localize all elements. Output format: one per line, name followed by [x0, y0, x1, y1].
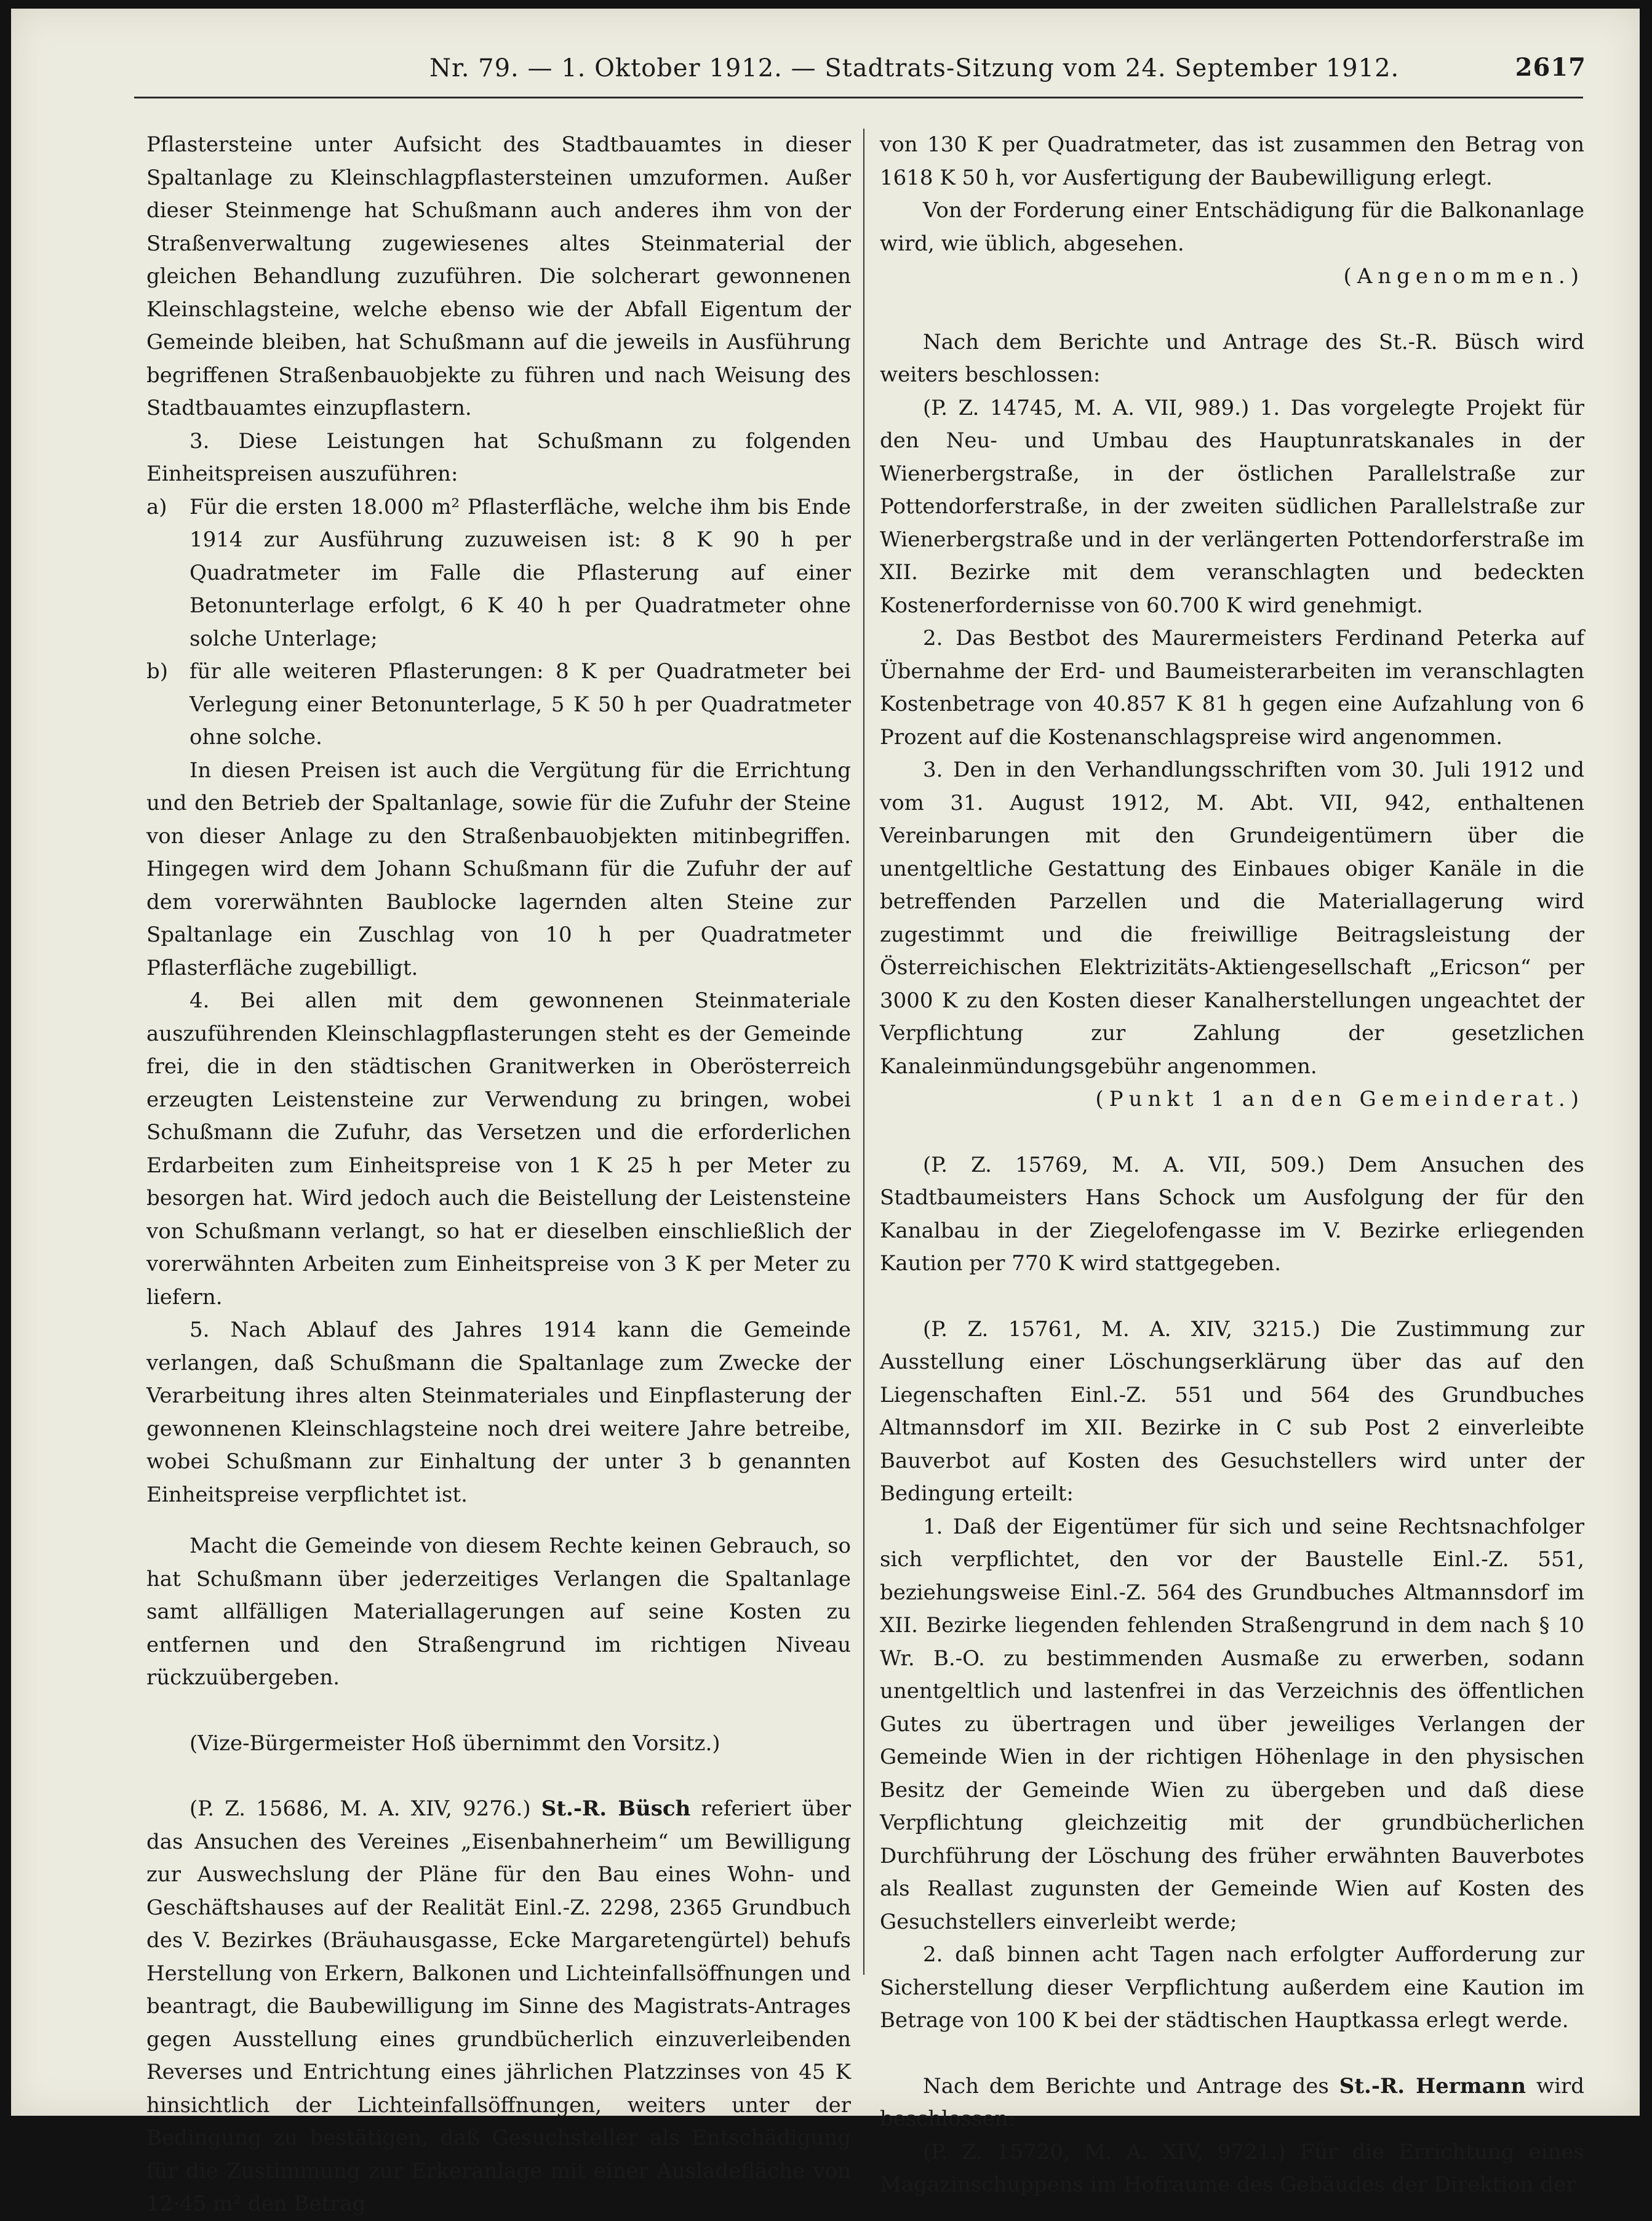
status-note: (Punkt 1 an den Gemeinderat.) — [1095, 1087, 1584, 1111]
paragraph: 1. Daß der Eigentümer für sich und seine Rechtsnachfolger sich verpflichtet, den vor der Baustelle Einl.-Z. 551, beziehungsweise Einl.-Z. 564 des Grundbuches Altmannsdorf im XII. Bezirke liegenden fehlenden Straßengrund in dem nach § 10 Wr. B.-O. zu bestimmenden Ausmaße zu erwerben, sodann unentgeltlich und lastenfrei in das Verzeichnis des öffentlichen Gutes zu übertragen und über jeweiliges Verlangen der Gemeinde Wien in der richtigen Höhenlage in den physischen Besitz der Gemeinde Wien zu übergeben und daß diese Verpflichtung gleichzeitig mit der grundbücherlichen Durchführung der Löschung des früher erwähnten Bauverbotes als Reallast zugunsten der Gemeinde Wien auf Kosten des Gesuchstellers einverleibt werde; — [880, 1514, 1584, 1934]
list-label: b) — [146, 659, 169, 684]
paragraph: (P. Z. 14745, M. A. VII, 989.) 1. Das vorgelegte Projekt für den Neu- und Umbau des Hauptunratskanales in der Wienerbergstraße, in der östlichen Parallelstraße zur Pottendorferstraße, in der zweiten südlichen Parallelstraße zur Wienerbergstraße und in der verlängerten Pottendorferstraße im XII. Bezirke mit dem veranschlagten und bedeckten Kostenerfordernisse von 60.700 K wird genehmigt. — [880, 395, 1584, 618]
list-item — [146, 491, 851, 656]
header-rule — [134, 97, 1583, 98]
paragraph: Von der Forderung einer Entschädigung für die Balkonanlage wird, wie üblich, abgesehen. — [880, 198, 1584, 256]
right-column — [880, 129, 1584, 2202]
paragraph: (P. Z. 15761, M. A. XIV, 3215.) Die Zustimmung zur Ausstellung einer Löschungserklärung über das auf den Liegenschaften Einl.-Z. 551 und 564 des Grundbuches Altmannsdorf im XII. Bezirke in C sub Post 2 einverleibte Bauverbot auf Kosten des Gesuchstellers wird unter der Bedingung erteilt: — [880, 1316, 1584, 1506]
speaker-name: St.-R. Büsch — [541, 1796, 691, 1821]
paragraph-text: wird beschlossen: — [880, 2073, 1584, 2131]
paragraph: Nach dem Berichte und Antrage des St.-R. Büsch wird weiters beschlossen: — [880, 329, 1584, 387]
list-item — [146, 655, 851, 754]
paragraph: 2. Das Bestbot des Maurermeisters Ferdinand Peterka auf Übernahme der Erd- und Baumeisterarbeiten im veranschlagten Kostenbetrage von 40.857 K 81 h gegen eine Aufzahlung von 6 Prozent auf die Kostenanschlagspreise wird angenommen. — [880, 626, 1584, 750]
page-header — [97, 46, 1586, 95]
paragraph — [880, 2070, 1584, 2136]
list-text: Für die ersten 18.000 m² Pflasterfläche, welche ihm bis Ende 1914 zur Ausführung zuzuweisen ist: 8 K 90 h per Quadratmeter im Falle die Pflasterung auf einer Betonunterlage erfolgt, 6 K 40 h per Quadratmeter ohne solche Unterlage; — [190, 494, 851, 651]
page-number: 2617 — [1515, 53, 1586, 82]
left-column — [146, 129, 851, 2221]
list-label: a) — [146, 494, 167, 519]
paragraph: 3. Diese Leistungen hat Schußmann zu folgenden Einheitspreisen auszuführen: — [146, 428, 851, 486]
list-text: für alle weiteren Pflasterungen: 8 K per Quadratmeter bei Verlegung einer Betonunterlage, 5 K 50 h per Quadratmeter ohne solche. — [190, 659, 851, 750]
paragraph: (P. Z. 15769, M. A. VII, 509.) Dem Ansuchen des Stadtbaumeisters Hans Schock um Ausfolgung der für den Kanalbau in der Ziegelofengasse im V. Bezirke erliegenden Kaution per 770 K wird stattgegeben. — [880, 1152, 1584, 1276]
newspaper-page — [11, 9, 1640, 2216]
header-title: Nr. 79. — 1. Oktober 1912. — Stadtrats-Sitzung vom 24. September 1912. — [429, 54, 1400, 82]
paragraph-text: referiert über das Ansuchen des Vereines „Eisenbahnerheim“ um Bewilligung zur Auswechslung der Pläne für den Bau eines Wohn- und Geschäftshauses auf der Realität Einl.-Z. 2298, 2365 Grundbuch des V. Bezirkes (Bräuhausgasse, Ecke Margaretengürtel) behufs Herstellung von Erkern, Balkonen und Lichteinfallsöffnungen und beantragt, die Baubewilligung im Sinne des Magistrats-Antrages gegen Ausstellung eines grundbücherlich einzuverleibenden Reverses und Entrichtung eines jährlichen Platzzinses von 45 K hinsichtlich der Lichteinfallsöffnungen, weiters unter der Bedingung zu bestätigen, daß Gesuchsteller als Entschädigung für die Zustimmung zur Erkeranlage mit einer Ausladefläche von 12·45 m² den Betrag — [146, 1796, 851, 2216]
paragraph: 2. daß binnen acht Tagen nach erfolgter Aufforderung zur Sicherstellung dieser Verpflichtung außerdem eine Kaution im Betrage von 100 K bei der städtischen Hauptkassa erlegt werde. — [880, 1942, 1584, 2033]
paragraph: In diesen Preisen ist auch die Vergütung für die Errichtung und den Betrieb der Spaltanlage, sowie für die Zufuhr der Steine von dieser Anlage zu den Straßenbauobjekten mitinbegriffen. Hingegen wird dem Johann Schußmann für die Zufuhr der auf dem vorerwähnten Baublocke lagernden alten Steine zur Spaltanlage ein Zuschlag von 10 h per Quadratmeter Pflasterfläche zugebilligt. — [146, 758, 851, 980]
speaker-name: St.-R. Hermann — [1339, 2073, 1526, 2099]
chair-note: (Vize-Bürgermeister Hoß übernimmt den Vorsitz.) — [190, 1731, 720, 1756]
status-note: (Angenommen.) — [1343, 264, 1584, 289]
column-divider — [863, 129, 864, 1975]
paragraph: 5. Nach Ablauf des Jahres 1914 kann die Gemeinde verlangen, daß Schußmann die Spaltanlage zum Zwecke der Verarbeitung ihres alten Steinmateriales und Einpflasterung der gewonnenen Kleinschlagsteine noch drei weitere Jahre betreibe, wobei Schußmann zur Einhaltung der unter 3 b genannten Einheitspreise verpflichtet ist. — [146, 1318, 851, 1507]
paragraph: 3. Den in den Verhandlungsschriften vom 30. Juli 1912 und vom 31. August 1912, M. Abt. VII, 942, enthaltenen Vereinbarungen mit den Grundeigentümern über die unentgeltliche Gestattung des Einbaues obiger Kanäle in die betreffenden Parzellen und die Materiallagerung wird zugestimmt und die freiwillige Beitragsleistung der Österreichischen Elektrizitäts-Aktiengesellschaft „Ericson“ per 3000 K zu den Kosten dieser Kanalherstellungen ungeachtet der Verpflichtung zur Zahlung der gesetzlichen Kanaleinmündungsgebühr angenommen. — [880, 758, 1584, 1079]
reference: (P. Z. 15686, M. A. XIV, 9276.) — [190, 1796, 531, 1821]
paragraph-text: Nach dem Berichte und Antrage des — [923, 2073, 1329, 2099]
paragraph: Macht die Gemeinde von diesem Rechte keinen Gebrauch, so hat Schußmann über jederzeitiges Verlangen die Spaltanlage samt allfälligen Materiallagerungen auf seine Kosten zu entfernen und den Straßengrund im richtigen Niveau rückzuübergeben. — [146, 1534, 851, 1690]
paragraph: 4. Bei allen mit dem gewonnenen Steinmateriale auszuführenden Kleinschlagpflasterungen steht es der Gemeinde frei, die in den städtischen Granitwerken in Oberösterreich erzeugten Leistensteine zur Verwendung zu bringen, wobei Schußmann die Zufuhr, das Versetzen und die erforderlichen Erdarbeiten zum Einheitspreise von 1 K 25 h per Meter zu besorgen hat. Wird jedoch auch die Beistellung der Leistensteine von Schußmann verlangt, so hat er dieselben einschließlich der vorerwähnten Arbeiten zum Einheitspreise von 3 K per Meter zu liefern. — [146, 988, 851, 1310]
paragraph: (P. Z. 15720, M. A. XIV, 9721.) Für die Errichtung eines Magazinschuppens im Hofraume des Gebäudes der Direktion der — [880, 2139, 1584, 2197]
paragraph: von 130 K per Quadratmeter, das ist zusammen den Betrag von 1618 K 50 h, vor Ausfertigung der Baubewilligung erlegt. — [880, 132, 1584, 190]
paragraph — [146, 1793, 851, 2221]
paragraph: Pflastersteine unter Aufsicht des Stadtbauamtes in dieser Spaltanlage zu Kleinschlagpflastersteinen umzuformen. Außer dieser Steinmenge hat Schußmann auch anderes ihm von der Straßenverwaltung zugewiesenes altes Steinmaterial der gleichen Behandlung zuzuführen. Die solcherart gewonnenen Kleinschlagsteine, welche ebenso wie der Abfall Eigentum der Gemeinde bleiben, hat Schußmann auf die jeweils in Ausführung begriffenen Straßenbauobjekte zu führen und nach Weisung des Stadtbauamtes einzupflastern. — [146, 132, 851, 420]
